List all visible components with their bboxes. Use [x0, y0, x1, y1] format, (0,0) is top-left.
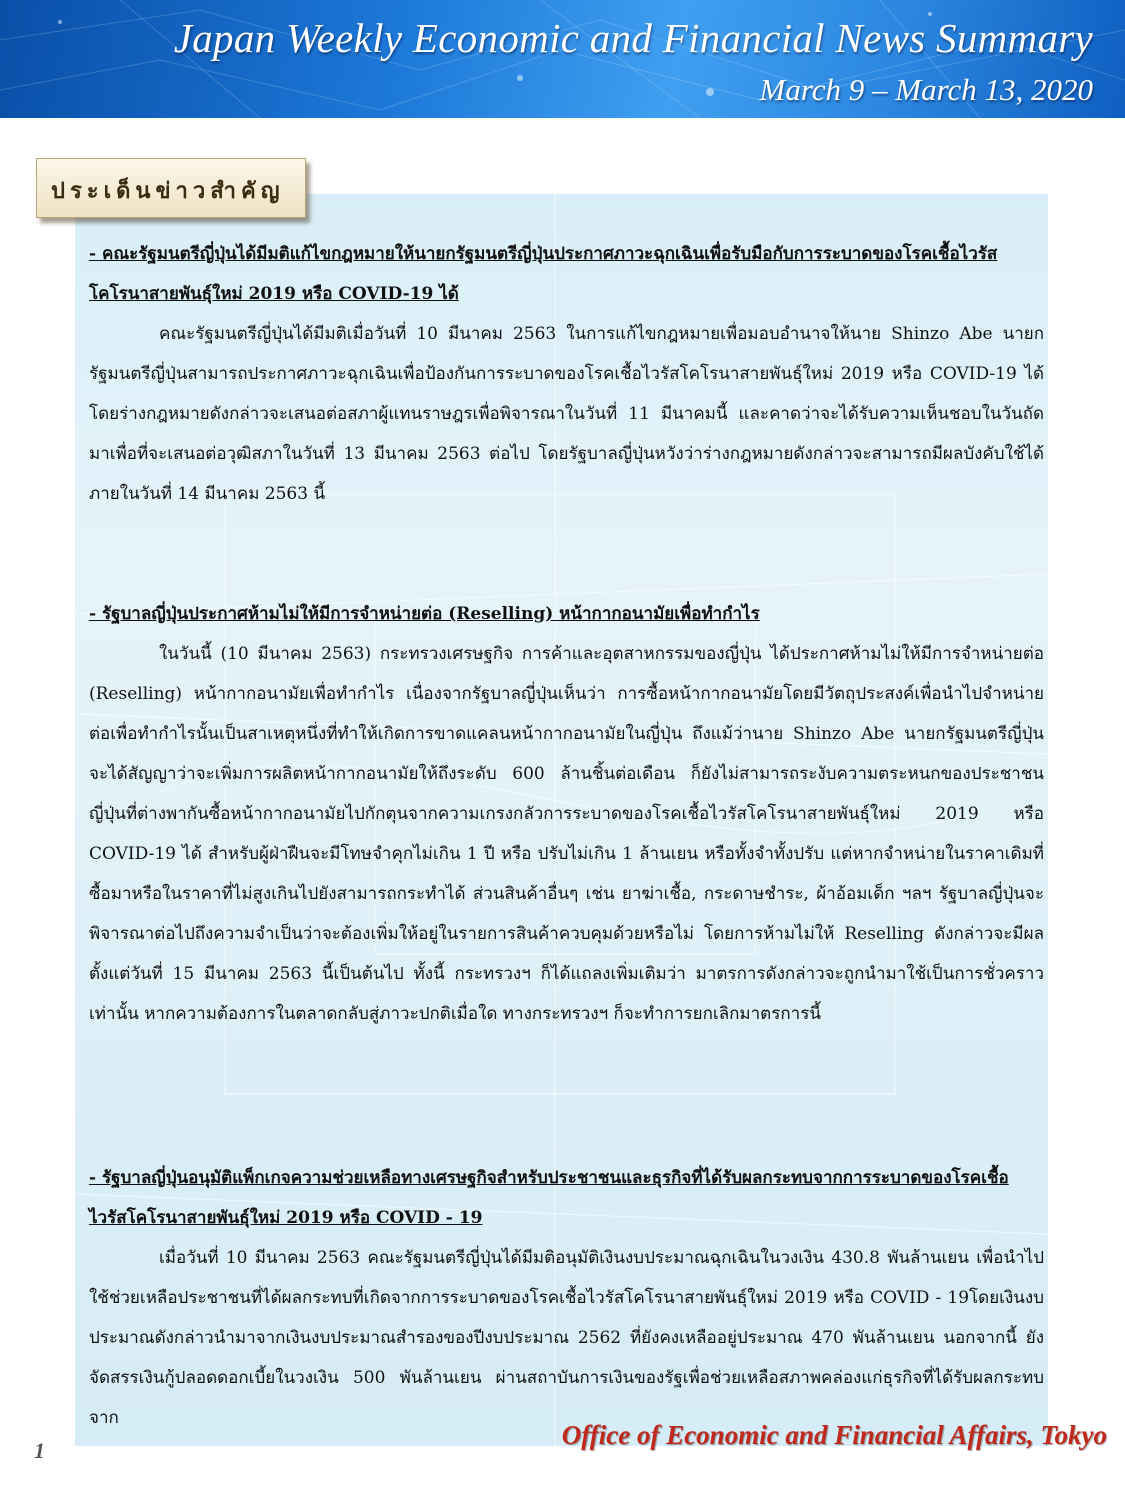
article-headline: - รัฐบาลญี่ปุ่นอนุมัติแพ็กเกจความช่วยเหลือทางเศรษฐกิจสำหรับประชาชนและธุรกิจที่ได้รับผลกระทบจากการระบาดของโรคเชื้อไวรัสโคโรนาสายพันธุ์ใหม่ 2019 หรือ COVID - 19 [89, 1168, 1009, 1228]
article-3 [89, 1158, 1044, 1438]
article-headline: - คณะรัฐมนตรีญี่ปุ่นได้มีมติแก้ไขกฎหมายให้นายกรัฐมนตรีญี่ปุ่นประกาศภาวะฉุกเฉินเพื่อรับมือกับการระบาดของโรคเชื้อไวรัสโคโรนาสายพันธุ์ใหม่ 2019 หรือ COVID-19 ได้ [89, 244, 998, 304]
article-headline: - รัฐบาลญี่ปุ่นประกาศห้ามไม่ให้มีการจำหน่ายต่อ (Reselling) หน้ากากอนามัยเพื่อทำกำไร [89, 604, 760, 624]
header-banner [0, 0, 1125, 118]
section-tab-key-news [36, 158, 306, 218]
article-body: ในวันนี้ (10 มีนาคม 2563) กระทรวงเศรษฐกิจ การค้าและอุตสาหกรรมของญี่ปุ่น ได้ประกาศห้ามไม่ให้มีการจำหน่ายต่อ (Reselling) หน้ากากอนามัยเพื่อทำกำไร เนื่องจากรัฐบาลญี่ปุ่นเห็นว่า การซื้อหน้ากากอนามัยโดยมีวัตถุประสงค์เพื่อนำไปจำหน่ายต่อเพื่อทำกำไรนั้นเป็นสาเหตุหนึ่งที่ทำให้เกิดการขาดแคลนหน้ากากอนามัยในญี่ปุ่น ถึงแม้ว่านาย Shinzo Abe นายกรัฐมนตรีญี่ปุ่นจะได้สัญญาว่าจะเพิ่มการผลิตหน้ากากอนามัยให้ถึงระดับ 600 ล้านชิ้นต่อเดือน ก็ยังไม่สามารถระงับความตระหนกของประชาชนญี่ปุ่นที่ต่างพากันซื้อหน้ากากอนามัยไปกักตุนจากความเกรงกลัวการระบาดของโรคเชื้อไวรัสโคโรนาสายพันธุ์ใหม่ 2019 หรือ COVID-19 ได้ สำหรับผู้ฝ่าฝืนจะมีโทษจำคุกไม่เกิน 1 ปี หรือ ปรับไม่เกิน 1 ล้านเยน หรือทั้งจำทั้งปรับ แต่หากจำหน่ายในราคาเดิมที่ซื้อมาหรือในราคาที่ไม่สูงเกินไปยังสามารถกระทำได้ ส่วนสินค้าอื่นๆ เช่น ยาฆ่าเชื้อ, กระดาษชำระ, ผ้าอ้อมเด็ก ฯลฯ รัฐบาลญี่ปุ่นจะพิจารณาต่อไปถึงความจำเป็นว่าจะต้องเพิ่มให้อยู่ในรายการสินค้าควบคุมด้วยหรือไม่ โดยการห้ามไม่ให้ Reselling ดังกล่าวจะมีผลตั้งแต่วันที่ 15 มีนาคม 2563 นี้เป็นต้นไป ทั้งนี้ กระทรวงฯ ก็ได้แถลงเพิ่มเติมว่า มาตรการดังกล่าวจะถูกนำมาใช้เป็นการชั่วคราวเท่านั้น หากความต้องการในตลาดกลับสู่ภาวะปกติเมื่อใด ทางกระทรวงฯ ก็จะทำการยกเลิกมาตรการนี้ [89, 644, 1044, 1024]
office-name: Office of Economic and Financial Affairs, Tokyo [561, 1420, 1107, 1450]
section-tab-label: ประเด็นข่าวสำคัญ [51, 179, 285, 204]
date-range: March 9 – March 13, 2020 [759, 72, 1093, 107]
article-2 [89, 594, 1044, 1034]
article-1 [89, 234, 1044, 514]
article-body: คณะรัฐมนตรีญี่ปุ่นได้มีมติเมื่อวันที่ 10 มีนาคม 2563 ในการแก้ไขกฎหมายเพื่อมอบอำนาจให้นาย Shinzo Abe นายกรัฐมนตรีญี่ปุ่นสามารถประกาศภาวะฉุกเฉินเพื่อป้องกันการระบาดของโรคเชื้อไวรัสโคโรนาสายพันธุ์ใหม่ 2019 หรือ COVID-19 ได้ โดยร่างกฎหมายดังกล่าวจะเสนอต่อสภาผู้แทนราษฎรเพื่อพิจารณาในวันที่ 11 มีนาคมนี้ และคาดว่าจะได้รับความเห็นชอบในวันถัดมาเพื่อที่จะเสนอต่อวุฒิสภาในวันที่ 13 มีนาคม 2563 ต่อไป โดยรัฐบาลญี่ปุ่นหวังว่าร่างกฎหมายดังกล่าวจะสามารถมีผลบังคับใช้ได้ภายในวันที่ 14 มีนาคม 2563 นี้ [89, 324, 1044, 504]
page-number: 1 [34, 1438, 45, 1463]
article-body: เมื่อวันที่ 10 มีนาคม 2563 คณะรัฐมนตรีญี่ปุ่นได้มีมติอนุมัติเงินงบประมาณฉุกเฉินในวงเงิน 430.8 พันล้านเยน เพื่อนำไปใช้ช่วยเหลือประชาชนที่ได้ผลกระทบที่เกิดจากการระบาดของโรคเชื้อไวรัสโคโรนาสายพันธุ์ใหม่ 2019 หรือ COVID - 19โดยเงินงบประมาณดังกล่าวนำมาจากเงินงบประมาณสำรองของปีงบประมาณ 2562 ที่ยังคงเหลืออยู่ประมาณ 470 พันล้านเยน นอกจากนี้ ยังจัดสรรเงินกู้ปลอดดอกเบี้ยในวงเงิน 500 พันล้านเยน ผ่านสถาบันการเงินของรัฐเพื่อช่วยเหลือสภาพคล่องแก่ธุรกิจที่ได้รับผลกระทบจาก [89, 1248, 1044, 1428]
document-title: Japan Weekly Economic and Financial News Summary [173, 15, 1093, 61]
